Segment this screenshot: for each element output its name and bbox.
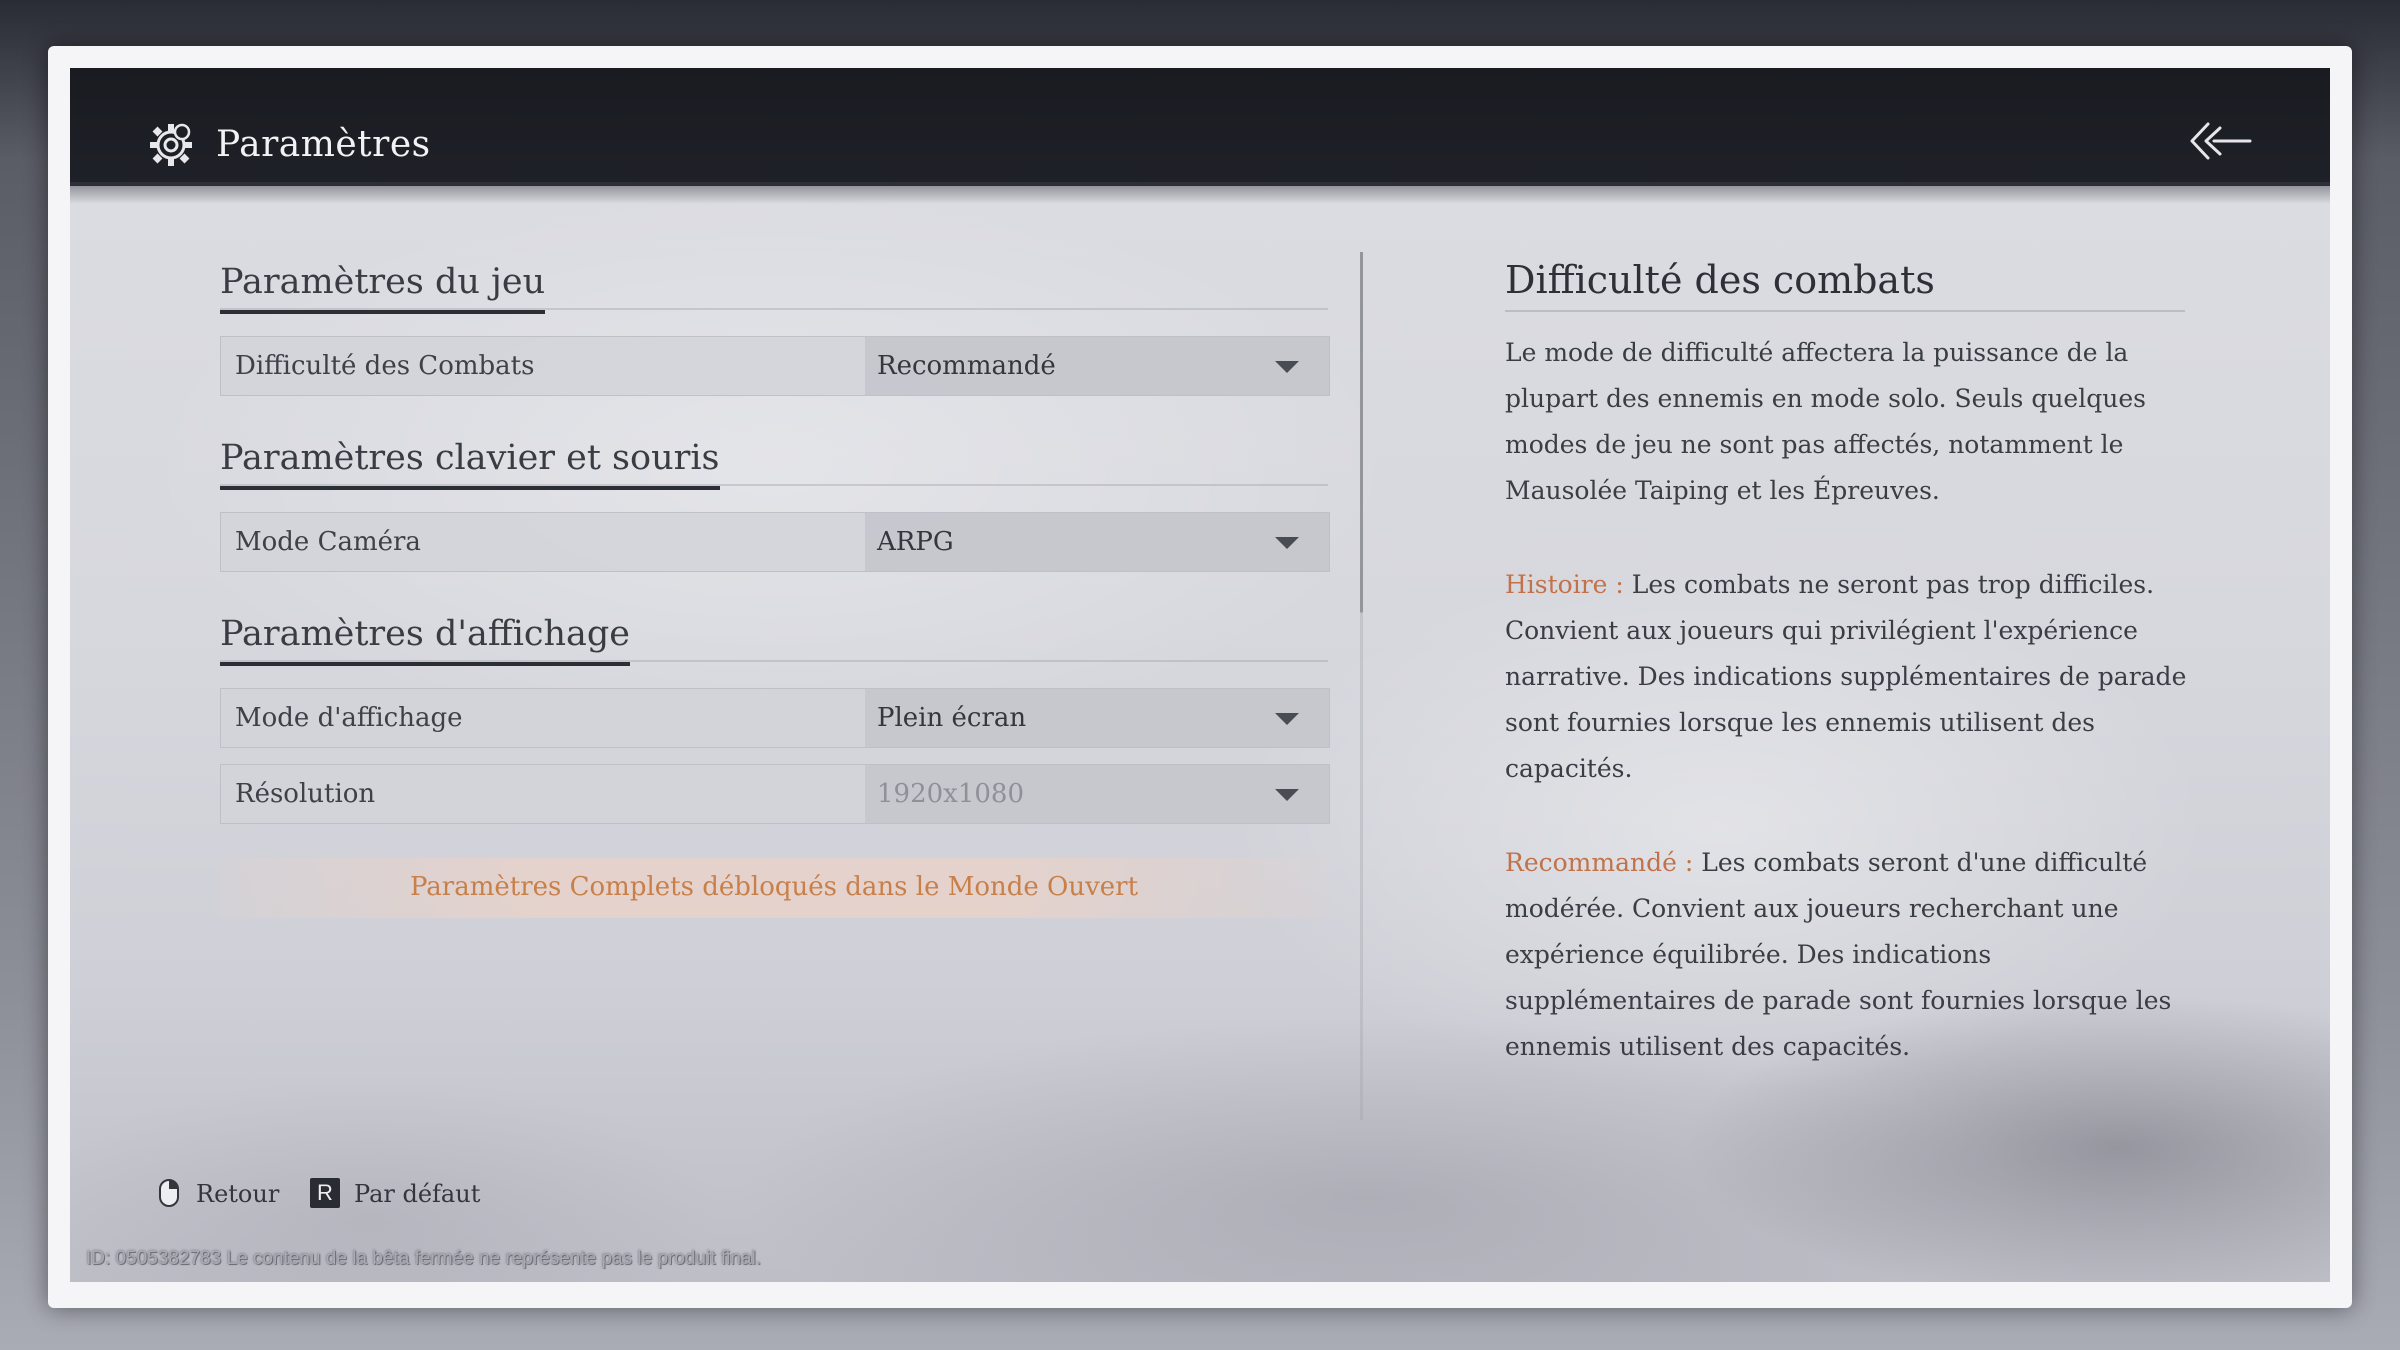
chevron-down-icon (1275, 789, 1299, 801)
setting-label: Difficulté des Combats (235, 351, 535, 381)
story-label: Histoire : (1505, 570, 1624, 599)
setting-row-display-mode[interactable] (220, 688, 1330, 748)
setting-row-resolution[interactable] (220, 764, 1330, 824)
section-title: Paramètres clavier et souris (220, 438, 720, 490)
page-title: Paramètres (216, 124, 431, 165)
r-key-icon: R (310, 1178, 340, 1208)
default-button[interactable]: Par défaut (354, 1180, 481, 1208)
resolution-dropdown[interactable] (865, 765, 1329, 823)
settings-screen (70, 68, 2330, 1282)
setting-row-combat-difficulty[interactable] (220, 336, 1330, 396)
panel-divider (1360, 252, 1363, 1120)
double-chevron-back-icon[interactable] (2188, 118, 2254, 164)
info-intro: Le mode de difficulté affectera la puissance de la plupart des ennemis en mode solo. Seuls quelques modes de jeu ne sont pas affectés, notamment le Mausolée Taiping et les Épreuves. (1505, 338, 2146, 505)
camera-mode-dropdown[interactable] (865, 513, 1329, 571)
chevron-down-icon (1275, 361, 1299, 373)
info-recommended (1505, 840, 2195, 1070)
combat-difficulty-dropdown[interactable] (865, 337, 1329, 395)
dropdown-value: 1920x1080 (877, 779, 1024, 809)
setting-label: Mode d'affichage (235, 703, 463, 733)
section-title: Paramètres d'affichage (220, 614, 630, 666)
beta-disclaimer: ID: 0505382783 Le contenu de la bêta fermée ne représente pas le produit final. (86, 1248, 761, 1269)
back-button[interactable]: Retour (196, 1180, 280, 1208)
setting-label: Mode Caméra (235, 527, 421, 557)
info-panel-title: Difficulté des combats (1505, 258, 2185, 312)
setting-label: Résolution (235, 779, 376, 809)
top-bar (70, 68, 2330, 186)
setting-row-camera-mode[interactable] (220, 512, 1330, 572)
recommended-label: Recommandé : (1505, 848, 1694, 877)
gear-icon (146, 120, 196, 170)
mouse-icon (158, 1178, 180, 1208)
unlock-notice (220, 858, 1328, 918)
section-title: Paramètres du jeu (220, 262, 545, 314)
dropdown-value: Recommandé (877, 351, 1056, 381)
display-mode-dropdown[interactable] (865, 689, 1329, 747)
section-keyboard-mouse (220, 432, 1328, 486)
dropdown-value: ARPG (877, 527, 954, 557)
section-display (220, 608, 1328, 662)
dropdown-value: Plein écran (877, 703, 1027, 733)
chevron-down-icon (1275, 537, 1299, 549)
story-text: Les combats ne seront pas trop difficiles. Convient aux joueurs qui privilégient l'expérience narrative. Des indications supplémentaires de parade sont fournies lorsque les ennemis utilisent des capacités. (1505, 570, 2187, 783)
chevron-down-icon (1275, 713, 1299, 725)
recommended-text: Les combats seront d'une difficulté modérée. Convient aux joueurs recherchant une expérience équilibrée. Des indications supplémentaires de parade sont fournies lorsque les ennemis utilisent des capacités. (1505, 848, 2172, 1061)
section-game-settings (220, 256, 1328, 310)
info-story (1505, 562, 2195, 792)
unlock-notice-text: Paramètres Complets débloqués dans le Monde Ouvert (409, 872, 1139, 902)
